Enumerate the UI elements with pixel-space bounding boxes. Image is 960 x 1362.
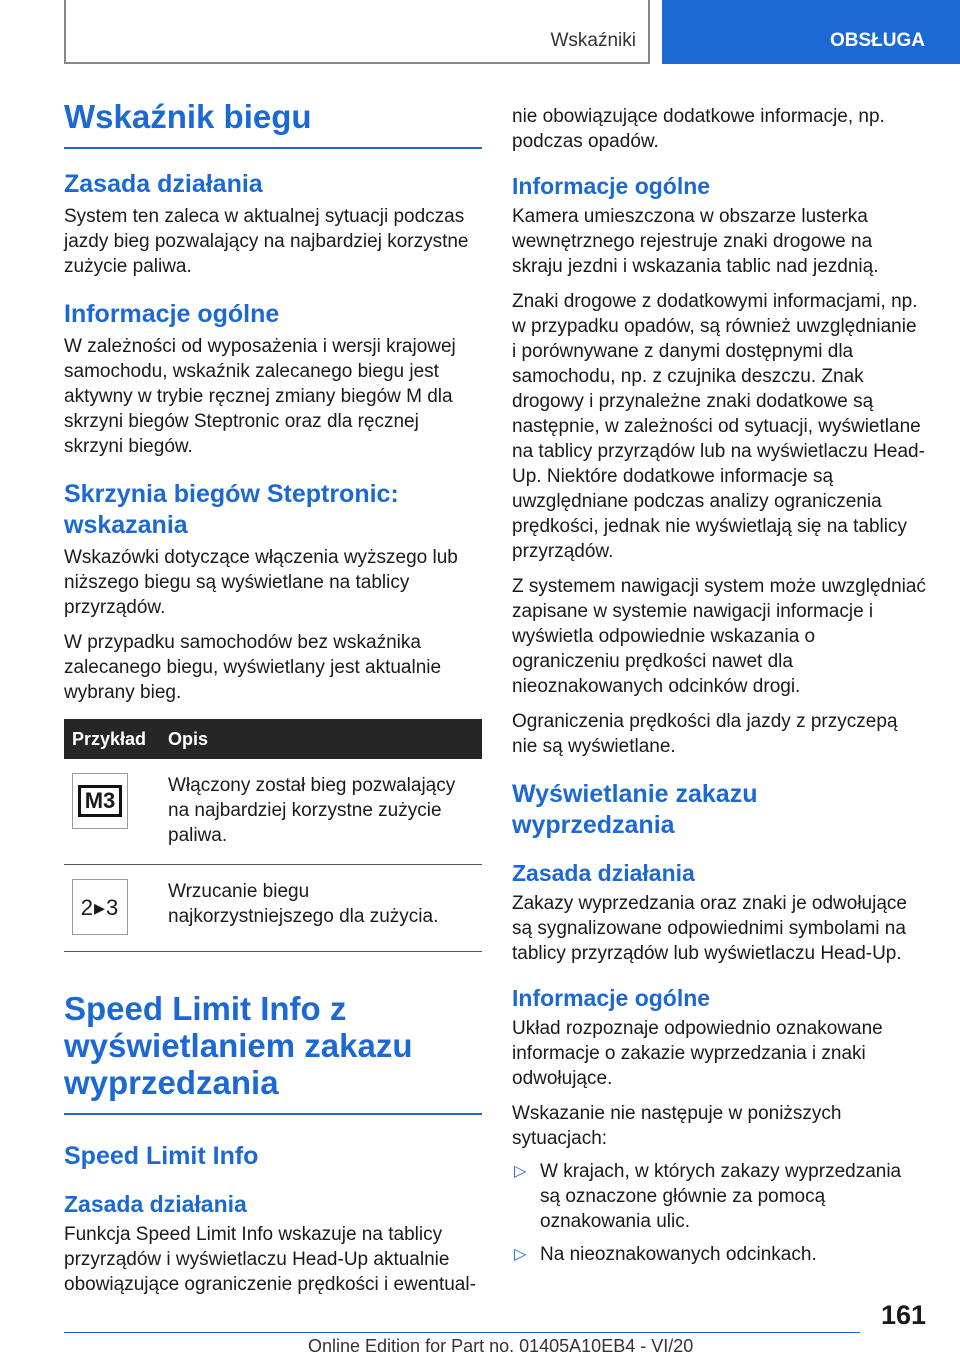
- list-item-text: Na nieoznakowanych odcinkach.: [540, 1244, 817, 1265]
- left-column: [64, 98, 482, 1297]
- chapter-title: OBSŁUGA: [830, 30, 925, 51]
- description-cell: Włączony został bieg pozwalający na najbardziej korzystne zużycie paliwa.: [160, 759, 482, 865]
- heading-no-passing-principle: Zasada działania: [512, 860, 695, 886]
- symbol-cell: [64, 759, 160, 865]
- heading-sli-principle: Zasada działania: [64, 1191, 247, 1217]
- description-cell: Wrzucanie biegu najkorzystniejszego dla zużycia.: [160, 865, 482, 952]
- paragraph-sli-general-3: Z systemem nawigacji system może uwzględniać zapisane w systemie nawigacji informacje i wyświetla odpowiednie wskazania o ograniczeniu prędkości nawet dla nieoznakowanych odcinków drogi.: [512, 576, 926, 697]
- header-section-tab: [64, 0, 650, 64]
- paragraph-sli-general-2: Znaki drogowe z dodatkowymi informacjami, np. w przypadku opadów, są również uwzględnianie i porównywane z danymi dostępnymi dla samochodu, np. z czujnika deszczu. Znak drogowy i przynależne znaki dodatkowe są następnie, w zależności od sytuacji, wyświetlane na tablicy przyrządów lub na wyświetlaczu Head-Up. Niektóre dodatkowe informacje są uwzględniane podczas analizy ograniczenia prędkości, jednak nie wyświetlają się na tablicy przyrządów.: [512, 291, 925, 562]
- heading-general-info: Informacje ogólne: [64, 300, 280, 328]
- gear-symbol-table: [64, 719, 482, 952]
- edition-footer: Online Edition for Part no. 01405A10EB4 - VI/20: [308, 1336, 694, 1356]
- triangle-bullet-icon: ▷: [514, 1246, 527, 1263]
- heading-no-passing: Wyświetlanie zakazu wyprzedzania: [512, 780, 758, 839]
- symbol-label: M3: [78, 785, 123, 817]
- paragraph-no-passing-general: Układ rozpoznaje odpowiednio oznakowane informacje o zakazie wyprzedzania i znaki odwołujące.: [512, 1018, 883, 1089]
- column-header-example: Przykład: [64, 719, 160, 759]
- list-item: [512, 1242, 926, 1267]
- heading-speed-limit-info: Speed Limit Info z wyświetlaniem zakazu wyprzedzania: [64, 990, 482, 1115]
- table-header-row: [64, 719, 482, 759]
- paragraph-sli-general-4: Ograniczenia prędkości dla jazdy z przyczepą nie są wyświetlane.: [512, 711, 898, 757]
- heading-principle: Zasada działania: [64, 170, 263, 198]
- list-item: [512, 1159, 926, 1234]
- paragraph-sli-general-1: Kamera umieszczona w obszarze lusterka wewnętrznego rejestruje znaki drogowe na skraju jezdni i wskazania tablic nad jezdnią.: [512, 206, 879, 277]
- section-title: Wskaźniki: [550, 30, 636, 51]
- paragraph-sli-principle: Funkcja Speed Limit Info wskazuje na tablicy przyrządów i wyświetlaczu Head-Up aktualnie obowiązujące ograniczenie prędkości i ewentual-: [64, 1224, 476, 1295]
- list-item-text: W krajach, w których zakazy wyprzedzania są oznaczone głównie za pomocą oznakowania ulic.: [540, 1161, 902, 1232]
- heading-gear-indicator: Wskaźnik biegu: [64, 98, 482, 149]
- symbol-label: 2▸3: [80, 894, 120, 920]
- footer-divider: [64, 1332, 860, 1333]
- right-column: [512, 104, 926, 1267]
- heading-no-passing-general: Informacje ogólne: [512, 985, 711, 1011]
- upshift-icon: [72, 879, 128, 935]
- symbol-cell: [64, 865, 160, 952]
- paragraph-principle: System ten zaleca w aktualnej sytuacji podczas jazdy bieg pozwalający na najbardziej korzystne zużycie paliwa.: [64, 206, 469, 277]
- triangle-bullet-icon: ▷: [514, 1163, 527, 1180]
- header-chapter-tab: [662, 0, 960, 64]
- no-display-list: [512, 1159, 926, 1267]
- heading-sli: Speed Limit Info: [64, 1142, 259, 1170]
- paragraph-no-passing-principle: Zakazy wyprzedzania oraz znaki je odwołujące są sygnalizowane odpowiednimi symbolami na tablicy przyrządów lub wyświetlaczu Head-Up.: [512, 893, 907, 964]
- paragraph-steptronic-1: Wskazówki dotyczące włączenia wyższego lub niższego biegu są wyświetlane na tablicy przyrządów.: [64, 547, 458, 618]
- page-number: 161: [880, 1300, 926, 1330]
- heading-sli-general: Informacje ogólne: [512, 173, 711, 199]
- gear-m3-icon: [72, 773, 128, 829]
- paragraph-no-display: Wskazanie nie następuje w poniższych sytuacjach:: [512, 1103, 842, 1149]
- table-row: [64, 865, 482, 952]
- paragraph-continued: nie obowiązujące dodatkowe informacje, np. podczas opadów.: [512, 106, 885, 152]
- paragraph-steptronic-2: W przypadku samochodów bez wskaźnika zalecanego biegu, wyświetlany jest aktualnie wybrany bieg.: [64, 632, 442, 703]
- table-row: [64, 759, 482, 865]
- paragraph-general-info: W zależności od wyposażenia i wersji krajowej samochodu, wskaźnik zalecanego biegu jest aktywny w trybie ręcznej zmiany biegów M dla skrzyni biegów Steptronic oraz dla ręcznej skrzyni biegów.: [64, 336, 456, 457]
- heading-steptronic: Skrzynia biegów Steptronic: wskazania: [64, 480, 399, 539]
- column-header-description: Opis: [160, 719, 482, 759]
